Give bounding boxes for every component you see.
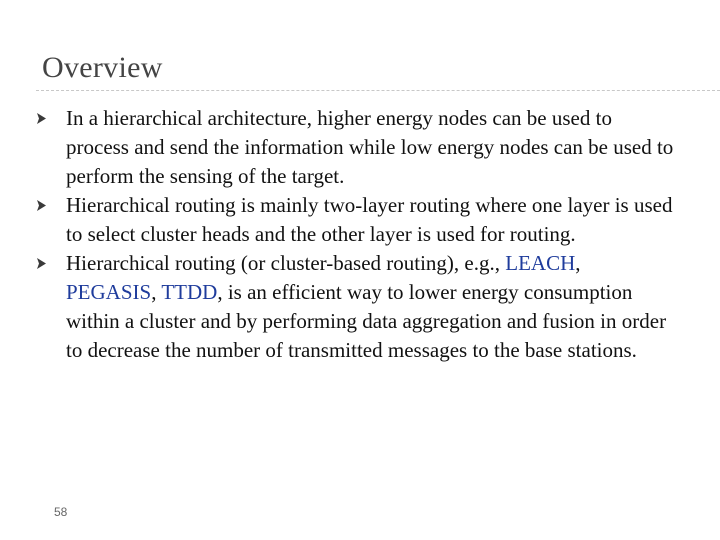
- title-divider: [36, 90, 720, 91]
- ttdd-link[interactable]: TTDD: [161, 280, 218, 304]
- bullet-list: [36, 104, 676, 365]
- leach-link[interactable]: LEACH: [505, 251, 576, 275]
- arrow-bullet-icon: [37, 200, 46, 211]
- slide-title: Overview: [42, 51, 163, 84]
- bullet-text-start: Hierarchical routing (or cluster-based routing), e.g.,: [66, 251, 506, 275]
- pegasis-link[interactable]: PEGASIS: [66, 280, 152, 304]
- separator: ,: [575, 251, 581, 275]
- bullet-item-1: [36, 104, 676, 191]
- arrow-bullet-icon: [37, 258, 46, 269]
- bullet-text-end: , is an efficient way to lower energy consumption within a cluster and by performing data aggregation and fusion in order to decrease the number of transmitted messages to the base stations.: [66, 280, 667, 362]
- arrow-bullet-icon: [37, 113, 46, 124]
- separator: ,: [151, 280, 162, 304]
- bullet-item-2: [36, 191, 676, 249]
- bullet-item-3: [36, 249, 676, 365]
- bullet-text: Hierarchical routing is mainly two-layer routing where one layer is used to select cluster heads and the other layer is used for routing.: [66, 193, 673, 246]
- bullet-text: In a hierarchical architecture, higher energy nodes can be used to process and send the information while low energy nodes can be used to perform the sensing of the target.: [66, 106, 674, 188]
- page-number: 58: [54, 505, 68, 519]
